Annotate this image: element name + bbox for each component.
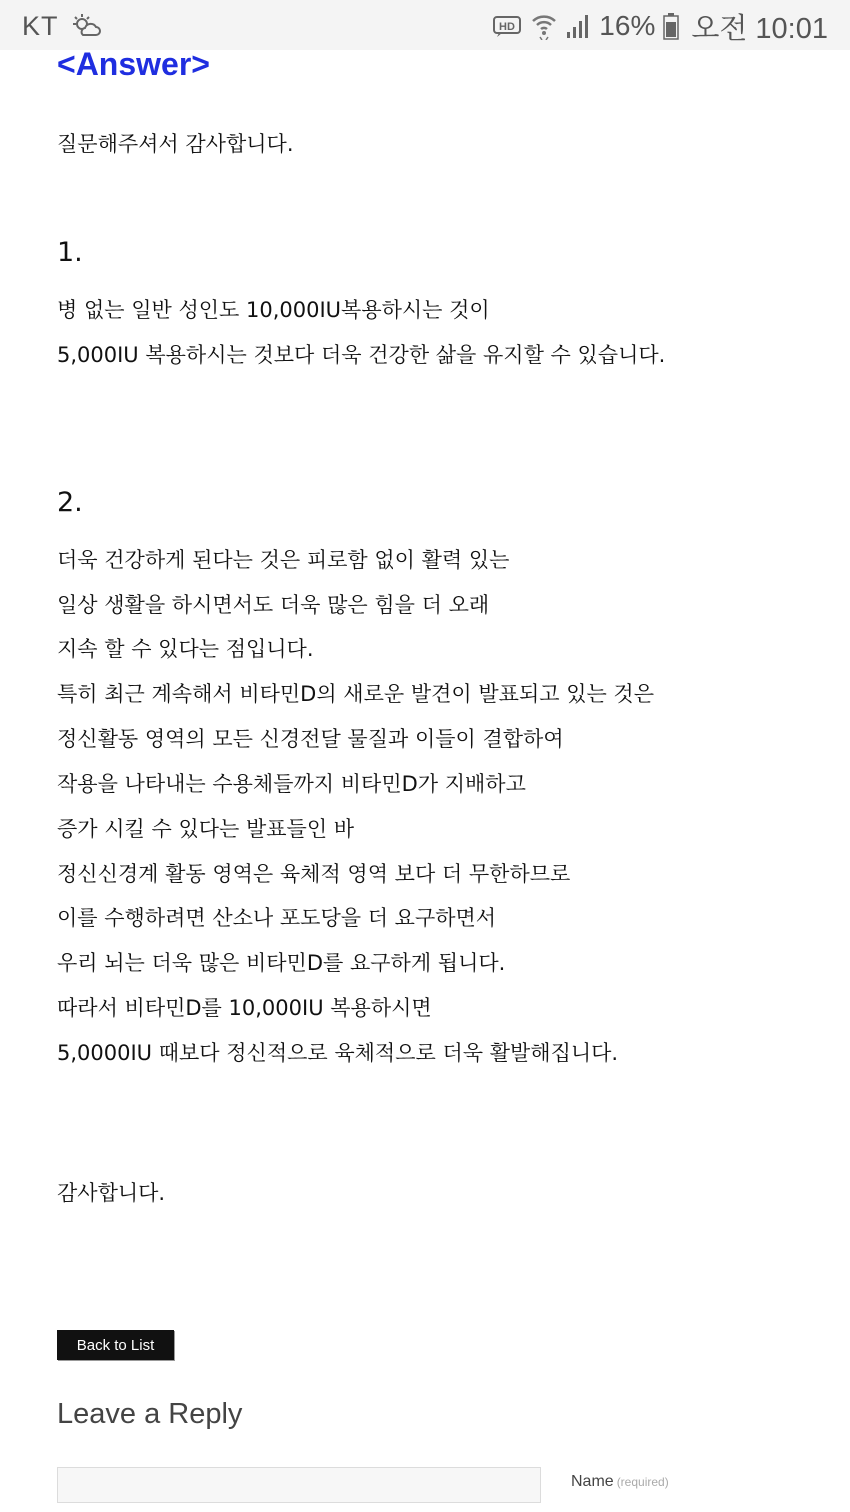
greeting-text: 질문해주셔서 감사합니다. bbox=[57, 132, 294, 156]
answer-title: <Answer> bbox=[57, 46, 210, 82]
name-label-text: Name bbox=[571, 1473, 614, 1490]
back-to-list-button[interactable]: Back to List bbox=[57, 1330, 174, 1360]
status-bar-right bbox=[493, 6, 828, 46]
section-2-number: 2. bbox=[57, 487, 83, 518]
required-hint: (required) bbox=[616, 1475, 669, 1489]
carrier-label: KT bbox=[22, 10, 59, 41]
wifi-icon bbox=[531, 12, 557, 40]
section-2-line: 정신신경계 활동 영역은 육체적 영역 보다 더 무한하므로 bbox=[57, 862, 571, 886]
section-2-line: 우리 뇌는 더욱 많은 비타민D를 요구하게 됩니다. bbox=[57, 951, 506, 975]
section-2-line: 일상 생활을 하시면서도 더욱 많은 힘을 더 오래 bbox=[57, 593, 490, 617]
section-2-line: 지속 할 수 있다는 점입니다. bbox=[57, 637, 314, 661]
hd-voice-icon bbox=[493, 15, 523, 37]
section-1-number: 1. bbox=[57, 237, 83, 268]
section-2-line: 따라서 비타민D를 10,000IU 복용하시면 bbox=[57, 996, 432, 1020]
section-1-line: 5,000IU 복용하시는 것보다 더욱 건강한 삶을 유지할 수 있습니다. bbox=[57, 343, 666, 367]
status-bar-left bbox=[22, 8, 101, 44]
section-1-line: 병 없는 일반 성인도 10,000IU복용하시는 것이 bbox=[57, 298, 490, 322]
clock: 오전 10:01 bbox=[691, 12, 828, 45]
section-2-line: 정신활동 영역의 모든 신경전달 물질과 이들이 결합하여 bbox=[57, 727, 564, 751]
section-2-line: 특히 최근 계속해서 비타민D의 새로운 발견이 발표되고 있는 것은 bbox=[57, 682, 655, 706]
leave-reply-heading: Leave a Reply bbox=[57, 1398, 243, 1430]
section-2-line: 더욱 건강하게 된다는 것은 피로함 없이 활력 있는 bbox=[57, 548, 510, 572]
section-2-line: 증가 시킬 수 있다는 발표들인 바 bbox=[57, 817, 355, 841]
name-field[interactable] bbox=[57, 1467, 541, 1503]
signal-icon bbox=[565, 12, 591, 40]
battery-percent: 16% bbox=[599, 10, 656, 41]
battery-icon bbox=[663, 12, 679, 40]
name-field-label bbox=[571, 1473, 669, 1491]
svg-text:HD: HD bbox=[499, 21, 516, 33]
section-2-line: 이를 수행하려면 산소나 포도당을 더 요구하면서 bbox=[57, 906, 497, 930]
status-bar bbox=[0, 0, 850, 50]
section-2-line: 5,0000IU 때보다 정신적으로 육체적으로 더욱 활발해집니다. bbox=[57, 1041, 619, 1065]
weather-icon bbox=[71, 13, 101, 39]
closing-text: 감사합니다. bbox=[57, 1181, 166, 1205]
section-2-line: 작용을 나타내는 수용체들까지 비타민D가 지배하고 bbox=[57, 772, 526, 796]
